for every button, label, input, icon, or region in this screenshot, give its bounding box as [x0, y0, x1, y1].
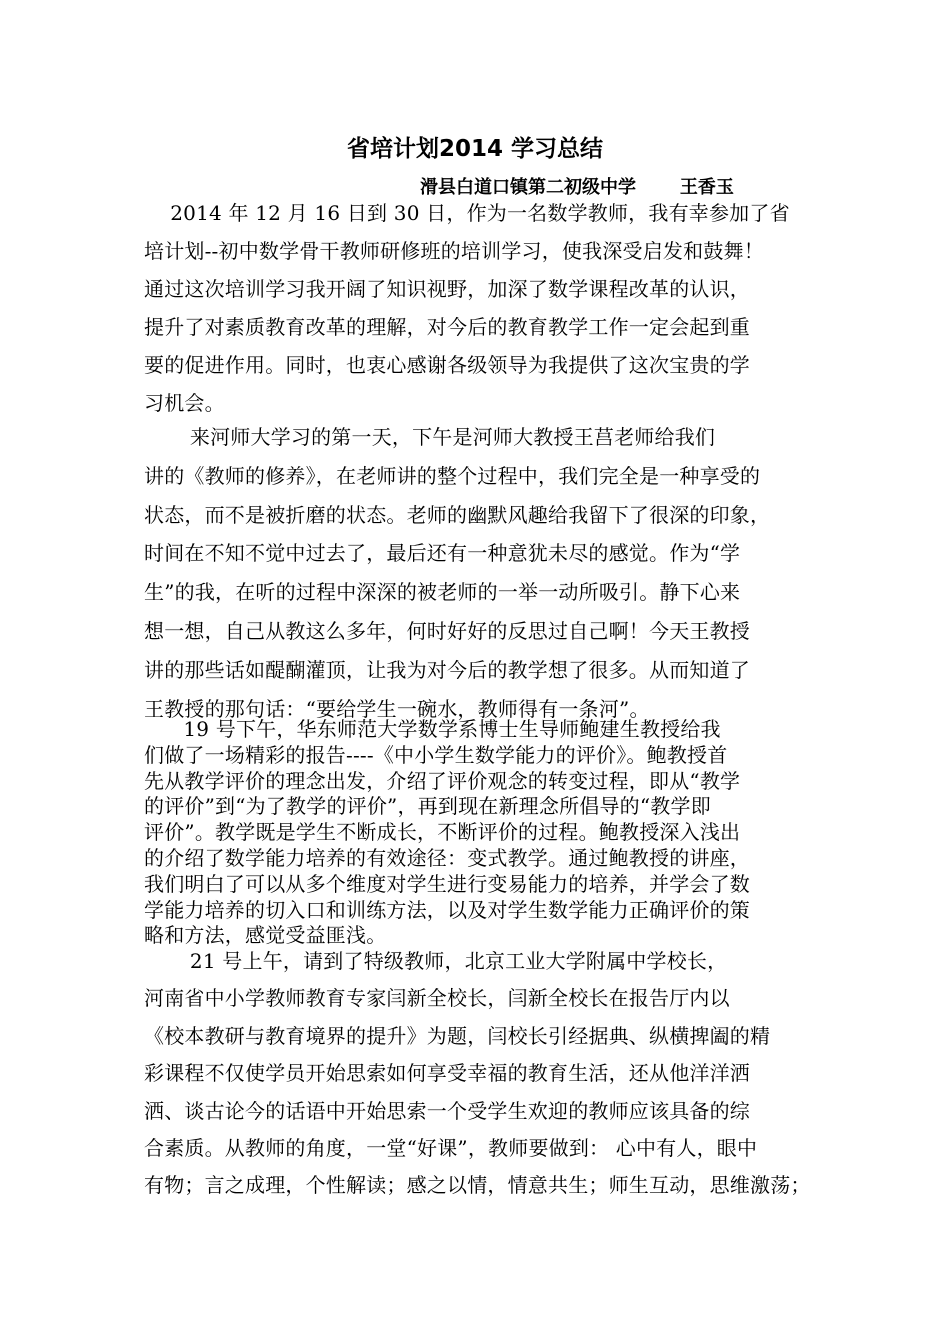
text-line: 略和方法，感觉受益匪浅。	[144, 923, 387, 948]
text-line: 合素质。从教师的角度，一堂“好课”，教师要做到： 心中有人，眼中	[144, 1135, 758, 1160]
text-line: 讲的《教师的修养》，在老师讲的整个过程中，我们完全是一种享受的	[144, 463, 761, 488]
text-line: 学能力培养的切入口和训练方法，以及对学生数学能力正确评价的策	[144, 897, 750, 922]
text-line: 评价”。教学既是学生不断成长，不断评价的过程。鲍教授深入浅出	[144, 820, 741, 845]
document-title: 省培计划2014 学习总结	[346, 136, 604, 162]
author-byline: 滑县白道口镇第二初级中学 王香玉	[420, 177, 734, 198]
text-line: 习机会。	[144, 391, 225, 415]
text-line: 们做了一场精彩的报告----《中小学生数学能力的评价》。鲍教授首	[144, 742, 728, 767]
text-line: 21 号上午，请到了特级教师，北京工业大学附属中学校长，	[144, 949, 728, 973]
paragraph-4	[144, 943, 820, 1205]
text-line: 通过这次培训学习我开阔了知识视野，加深了数学课程改革的认识，	[144, 277, 750, 301]
text-line: 2014 年 12 月 16 日到 30 日，作为一名数学教师，我有幸参加了省	[144, 201, 790, 225]
text-line: 我们明白了可以从多个维度对学生进行变易能力的培养，并学会了数	[144, 871, 750, 896]
text-line: 状态，而不是被折磨的状态。老师的幽默风趣给我留下了很深的印象，	[144, 502, 771, 527]
text-line: 彩课程不仅使学员开始思索如何享受幸福的教育生活，还从他洋洋洒	[144, 1061, 750, 1086]
text-line: 来河师大学习的第一天，下午是河师大教授王莒老师给我们	[144, 425, 716, 449]
paragraph-1	[144, 194, 820, 422]
text-line: 的介绍了数学能力培养的有效途径：变式教学。通过鲍教授的讲座，	[144, 845, 750, 870]
paragraph-2	[144, 418, 820, 728]
text-line: 先从教学评价的理念出发，介绍了评价观念的转变过程，即从“教学	[144, 768, 741, 793]
text-line: 讲的那些话如醍醐灌顶，让我为对今后的教学想了很多。从而知道了	[144, 657, 750, 682]
text-line: 19 号下午，华东师范大学数学系博士生导师鲍建生教授给我	[144, 717, 721, 741]
text-line: 要的促进作用。同时，也衷心感谢各级领导为我提供了这次宝贵的学	[144, 353, 750, 377]
text-line: 提升了对素质教育改革的理解，对今后的教育教学工作一定会起到重	[144, 315, 750, 339]
paragraph-3	[144, 717, 820, 949]
text-line: 想一想，自己从教这么多年，何时好好的反思过自己啊！今天王教授	[144, 618, 750, 643]
text-line: 洒、谈古论今的话语中开始思索一个受学生欢迎的教师应该具备的综	[144, 1098, 750, 1123]
text-line: 有物；言之成理，个性解读；感之以情，情意共生；师生互动，思维激荡；	[144, 1173, 811, 1198]
text-line: 生”的我，在听的过程中深深的被老师的一举一动所吸引。静下心来	[144, 580, 741, 605]
text-line: 的评价”到“为了教学的评价”，再到现在新理念所倡导的“教学即	[144, 794, 711, 819]
text-line: 培计划--初中数学骨干教师研修班的培训学习，使我深受启发和鼓舞！	[144, 239, 764, 263]
text-line: 王教授的那句话：“要给学生一碗水，教师得有一条河”。	[144, 696, 650, 721]
text-line: 河南省中小学教师教育专家闫新全校长，闫新全校长在报告厅内以	[144, 986, 730, 1011]
text-line: 时间在不知不觉中过去了，最后还有一种意犹未尽的感觉。作为“学	[144, 541, 741, 566]
text-line: 《校本教研与教育境界的提升》为题，闫校长引经据典、纵横捭阖的精	[144, 1023, 771, 1048]
